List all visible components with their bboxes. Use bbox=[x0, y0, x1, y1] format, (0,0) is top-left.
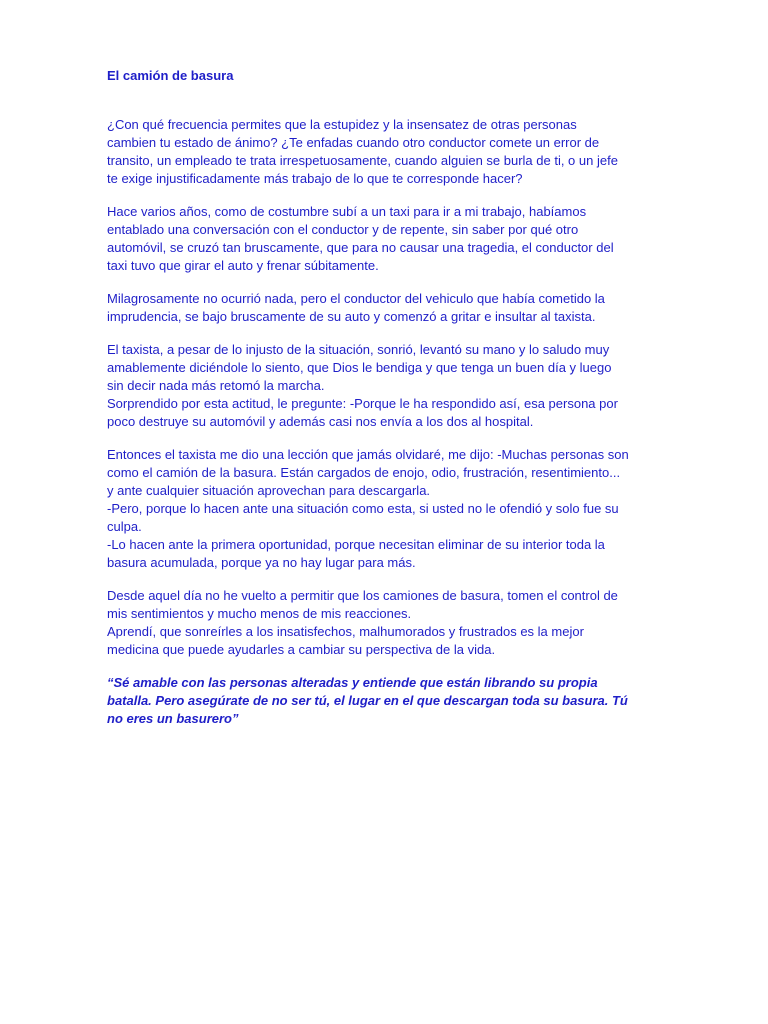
paragraph-conclusion: Desde aquel día no he vuelto a permitir que los camiones de basura, tomen el control de mis sentimientos y mucho menos de mis reacciones. Aprendí, que sonreírles a los insatisfechos, malhumorados y frustrados es la mejor medicina que puede ayudarles a cambiar su perspectiva de la vida. bbox=[107, 588, 618, 657]
paragraph-taxi-ride: Hace varios años, como de costumbre subí a un taxi para ir a mi trabajo, habíamos entablado una conversación con el conductor y de repente, sin saber por qué otro automóvil, se cruzó tan bruscamente, que para no causar una tragedia, el conductor del taxi tuvo que girar el auto y frenar súbitamente. bbox=[107, 204, 614, 273]
paragraph-intro: ¿Con qué frecuencia permites que la estupidez y la insensatez de otras personas cambien tu estado de ánimo? ¿Te enfadas cuando otro conductor comete un error de transito, un empleado te trata irrespetuosamente, cuando alguien se burla de ti, o un jefe te exige injustificadamente más trabajo de lo que te corresponde hacer? bbox=[107, 117, 618, 186]
document-body bbox=[107, 67, 652, 728]
paragraph-taxi-response: El taxista, a pesar de lo injusto de la situación, sonrió, levantó su mano y lo saludo muy amablemente diciéndole lo siento, que Dios le bendiga y que tenga un buen día y luego sin decir nada más retomó la marcha. Sorprendido por esta actitud, le pregunte: -Porque le ha respondido así, esa persona por poco destruye su automóvil y además casi nos envía a los dos al hospital. bbox=[107, 342, 618, 429]
paragraph-incident: Milagrosamente no ocurrió nada, pero el conductor del vehiculo que había cometido la imprudencia, se bajo bruscamente de su auto y comenzó a gritar e insultar al taxista. bbox=[107, 291, 605, 324]
document-title: El camión de basura bbox=[107, 68, 234, 83]
paragraph-lesson: Entonces el taxista me dio una lección que jamás olvidaré, me dijo: -Muchas personas son como el camión de la basura. Están cargados de enojo, odio, frustración, resentimiento... y ante cualquier situación aprovechan para descargarla. -Pero, porque lo hacen ante una situación como esta, si usted no le ofendió y solo fue su culpa. -Lo hacen ante la primera oportunidad, porque necesitan eliminar de su interior toda la basura acumulada, porque ya no hay lugar para más. bbox=[107, 447, 629, 570]
closing-quote: “Sé amable con las personas alteradas y entiende que están librando su propia batalla. Pero asegúrate de no ser tú, el lugar en el que descargan toda su basura. Tú no eres un basurero” bbox=[107, 675, 628, 726]
